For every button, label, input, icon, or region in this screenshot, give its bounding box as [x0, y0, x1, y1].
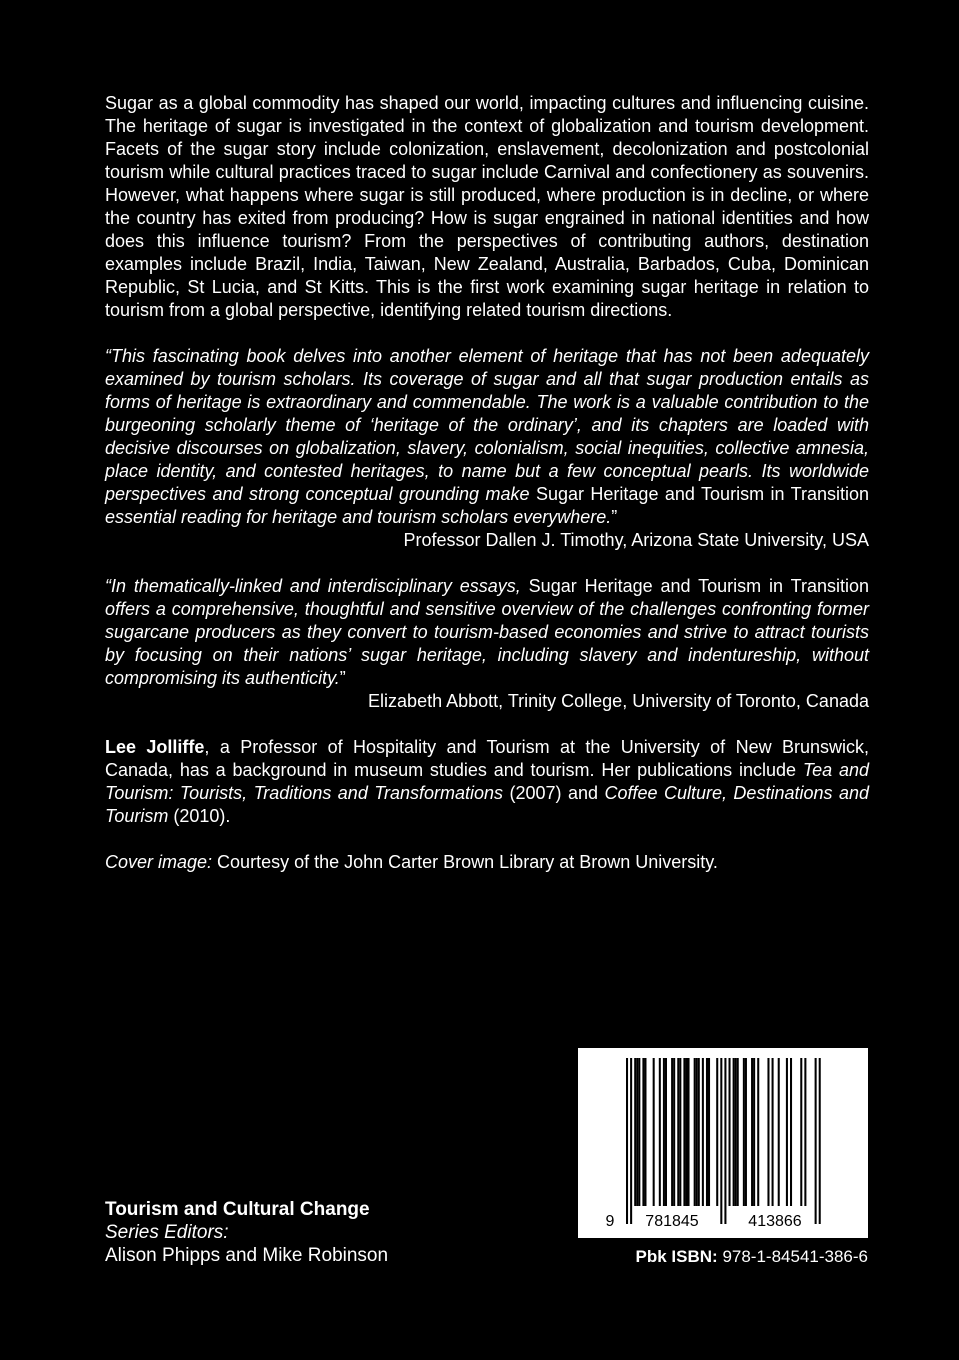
- barcode-bar: [694, 1058, 696, 1206]
- barcode-bar: [698, 1058, 700, 1206]
- barcode-bar: [772, 1058, 774, 1206]
- review-abbott: [105, 575, 869, 690]
- barcode-bar: [706, 1058, 708, 1206]
- barcode-bar: [696, 1058, 698, 1206]
- cover-credit-label: Cover image:: [105, 852, 213, 872]
- barcode-bar: [677, 1058, 679, 1206]
- cover-credit: [105, 851, 869, 874]
- barcode-bar: [729, 1058, 731, 1206]
- barcode-bar: [685, 1058, 687, 1206]
- review-abbott-attribution: Elizabeth Abbott, Trinity College, University of Toronto, Canada: [368, 691, 869, 711]
- barcode-bar: [716, 1058, 718, 1206]
- review-abbott-close-quote: ”: [339, 668, 346, 688]
- barcode-bar: [737, 1058, 739, 1206]
- review-timothy-close-quote: ”: [611, 507, 618, 527]
- barcode-bar: [819, 1058, 821, 1224]
- barcode-bar: [671, 1058, 673, 1206]
- barcode-bar: [663, 1058, 665, 1206]
- series-editors-label: Series Editors:: [105, 1222, 229, 1243]
- review-abbott-book-title: Sugar Heritage and Tourism in Transition: [528, 576, 869, 596]
- barcode-bar: [653, 1058, 655, 1206]
- barcode-bar: [743, 1058, 745, 1206]
- review-timothy-book-title: Sugar Heritage and Tourism in Transition: [535, 484, 869, 504]
- review-abbott-text-2: offers a comprehensive, thoughtful and sensitive overview of the challenges confronting former sugarcane producers as they convert to tourism-based economies and strive to attract tourists by focusing on their nations’ sugar heritage, including slavery and indentureship, without compromising its authenticity.: [105, 599, 869, 688]
- barcode-bar: [815, 1058, 817, 1224]
- author-bio-text-2: (2007) and: [503, 783, 605, 803]
- barcode-bar: [786, 1058, 788, 1206]
- barcode-bar: [757, 1058, 759, 1206]
- cover-credit-text: Courtesy of the John Carter Brown Library at Brown University.: [212, 852, 718, 872]
- author-bio: [105, 736, 869, 828]
- review-timothy: [105, 345, 869, 529]
- series-title: Tourism and Cultural Change: [105, 1199, 370, 1220]
- isbn-label: Pbk ISBN:: [635, 1247, 718, 1266]
- review-timothy-attribution: Professor Dallen J. Timothy, Arizona State University, USA: [403, 530, 869, 550]
- isbn-line: [578, 1246, 868, 1268]
- barcode-bar: [724, 1058, 726, 1224]
- barcode-bar: [790, 1058, 792, 1206]
- author-name: Lee Jolliffe: [105, 737, 205, 757]
- isbn-value: 978-1-84541-386-6: [717, 1247, 868, 1266]
- author-book-1: Tea and Tourism: Tourists, Traditions and Transformations: [105, 760, 869, 803]
- author-bio-text-3: (2010).: [168, 806, 231, 826]
- barcode-bar: [630, 1058, 632, 1224]
- barcode-bar: [735, 1058, 737, 1206]
- barcode-bar: [638, 1058, 640, 1206]
- barcode-bars: [626, 1058, 821, 1224]
- barcode-bar: [751, 1058, 753, 1206]
- barcode-digits-right: 413866: [748, 1213, 802, 1230]
- review-abbott-text-1: “In thematically-linked and interdisciplinary essays,: [105, 576, 529, 596]
- barcode-bar: [753, 1058, 755, 1206]
- barcode-bar: [636, 1058, 638, 1206]
- barcode-bar: [800, 1058, 802, 1206]
- barcode-bar: [702, 1058, 704, 1206]
- back-cover-text: [105, 92, 869, 874]
- series-editors: Alison Phipps and Mike Robinson: [105, 1245, 389, 1266]
- barcode-bar: [708, 1058, 710, 1206]
- author-book-2: Coffee Culture, Destinations and Tourism: [105, 783, 869, 826]
- series-info: [105, 1198, 388, 1267]
- barcode-bar: [767, 1058, 769, 1206]
- barcode-bar: [642, 1058, 644, 1206]
- author-bio-text-1: , a Professor of Hospitality and Tourism at the University of New Brunswick, Canada, has a background in museum studies and tourism. Her publications include: [105, 737, 869, 780]
- barcode-bar: [683, 1058, 685, 1206]
- barcode-digit-first: 9: [605, 1213, 615, 1230]
- barcode-bar: [745, 1058, 747, 1206]
- barcode-bar: [659, 1058, 661, 1206]
- barcode-bar: [778, 1058, 780, 1206]
- barcode-digits-left: 781845: [645, 1213, 699, 1230]
- barcode-bar: [688, 1058, 690, 1206]
- barcode-bar: [634, 1058, 636, 1206]
- barcode-bar: [626, 1058, 628, 1224]
- isbn-barcode: [578, 1048, 868, 1238]
- barcode-graphic: [578, 1048, 868, 1238]
- review-timothy-text-2: essential reading for heritage and tourism scholars everywhere.: [105, 507, 612, 527]
- review-timothy-text-1: “This fascinating book delves into another element of heritage that has not been adequately examined by tourism scholars. Its coverage of sugar and all that sugar production entails as forms of heritage is extraordinary and commendable. The work is a valuable contribution to the burgeoning scholarly theme of ‘heritage of the ordinary’, and its chapters are loaded with decisive discourses on globalization, slavery, colonialism, social inequities, collective amnesia, place identity, and contested heritages, to name but a few conceptual pearls. Its worldwide perspectives and strong conceptual grounding make: [105, 346, 869, 504]
- barcode-bar: [665, 1058, 667, 1206]
- barcode-bar: [644, 1058, 646, 1206]
- barcode-bar: [804, 1058, 806, 1206]
- barcode-bar: [733, 1058, 735, 1206]
- blurb: Sugar as a global commodity has shaped our world, impacting cultures and influencing cuisine. The heritage of sugar is investigated in the context of globalization and tourism development. Facets of the sugar story include colonization, enslavement, decolonization and postcolonial tourism while cultural practices traced to sugar include Carnival and confectionery as souvenirs. However, what happens where sugar is still produced, where production is in decline, or where the country has exited from producing? How is sugar engrained in national identities and how does this influence tourism? From the perspectives of contributing authors, destination examples include Brazil, India, Taiwan, New Zealand, Australia, Barbados, Cuba, Dominican Republic, St Lucia, and St Kitts. This is the first work examining sugar heritage in relation to tourism from a global perspective, identifying related tourism directions.: [105, 93, 869, 320]
- barcode-bar: [679, 1058, 681, 1206]
- barcode-bar: [673, 1058, 675, 1206]
- barcode-bar: [720, 1058, 722, 1224]
